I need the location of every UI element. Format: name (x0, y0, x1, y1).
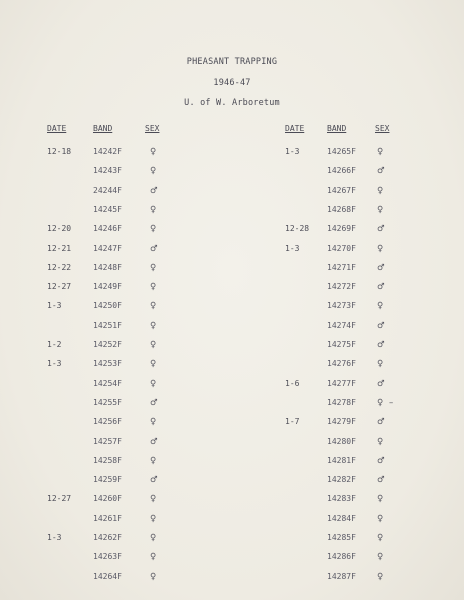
right-band-cell: 14265F (327, 147, 356, 156)
left-date-cell: 12-22 (47, 263, 72, 272)
right-band-cell: 14285F (327, 533, 356, 542)
left-date-header: DATE (47, 124, 67, 133)
left-band-cell: 14248F (93, 263, 122, 272)
left-band-cell: 14256F (93, 417, 122, 426)
right-sex-cell: ♂ (377, 340, 385, 350)
left-sex-cell: ♀ (150, 301, 157, 311)
left-sex-cell: ♀ (150, 552, 157, 562)
left-sex-cell: ♂ (150, 398, 158, 408)
right-sex-cell: ♂ (377, 263, 385, 273)
right-sex-cell: ♂ (377, 224, 385, 234)
left-date-cell: 12-27 (47, 282, 72, 291)
left-sex-cell: ♀ (150, 417, 157, 427)
left-band-cell: 14251F (93, 321, 122, 330)
left-band-cell: 14257F (93, 437, 122, 446)
right-date-cell: 1-3 (285, 147, 300, 156)
left-date-cell: 12-21 (47, 244, 72, 253)
left-band-cell: 14246F (93, 224, 122, 233)
left-sex-cell: ♂ (150, 437, 158, 447)
right-date-cell: 12-28 (285, 224, 310, 233)
left-band-cell: 14258F (93, 456, 122, 465)
right-band-cell: 14267F (327, 186, 356, 195)
left-band-header: BAND (93, 124, 113, 133)
right-sex-cell: ♂ (377, 417, 385, 427)
left-sex-cell: ♀ (150, 224, 157, 234)
right-sex-cell: ♀ (377, 437, 384, 447)
right-band-header: BAND (327, 124, 347, 133)
right-sex-cell: ♂ (377, 379, 385, 389)
left-sex-cell: ♀ (150, 494, 157, 504)
left-band-cell: 14264F (93, 572, 122, 581)
left-band-cell: 14259F (93, 475, 122, 484)
right-date-cell: 1-6 (285, 379, 300, 388)
right-band-cell: 14274F (327, 321, 356, 330)
right-band-cell: 14281F (327, 456, 356, 465)
right-band-cell: 14282F (327, 475, 356, 484)
right-band-cell: 14272F (327, 282, 356, 291)
right-band-cell: 14271F (327, 263, 356, 272)
left-band-cell: 14242F (93, 147, 122, 156)
right-sex-cell: ♀ (377, 244, 384, 254)
right-sex-cell: ♀ (377, 147, 384, 157)
left-band-cell: 14254F (93, 379, 122, 388)
right-sex-cell: ♀ (377, 205, 384, 215)
right-sex-cell: ♀ (377, 572, 384, 582)
left-date-cell: 1-2 (47, 340, 62, 349)
right-sex-cell: ♂ (377, 282, 385, 292)
right-sex-cell: ♀ (377, 533, 384, 543)
left-band-cell: 14260F (93, 494, 122, 503)
right-sex-cell: ♂ (377, 456, 385, 466)
right-band-cell: 14284F (327, 514, 356, 523)
document-title: PHEASANT TRAPPING (186, 57, 278, 67)
left-band-cell: 14261F (93, 514, 122, 523)
left-sex-cell: ♀ (150, 263, 157, 273)
left-sex-cell: ♀ (150, 572, 157, 582)
right-sex-cell: ♀ (377, 398, 384, 408)
left-band-cell: 14263F (93, 552, 122, 561)
right-band-cell: 14280F (327, 437, 356, 446)
right-band-cell: 14268F (327, 205, 356, 214)
left-sex-cell: ♀ (150, 456, 157, 466)
left-band-cell: 14250F (93, 301, 122, 310)
right-sex-cell: ♂ (377, 321, 385, 331)
left-date-cell: 1-3 (47, 359, 62, 368)
right-band-cell: 14270F (327, 244, 356, 253)
right-band-cell: 14266F (327, 166, 356, 175)
document-location: U. of W. Arboretum (184, 98, 280, 108)
right-sex-cell: ♀ (377, 494, 384, 504)
right-band-cell: 14287F (327, 572, 356, 581)
right-sex-cell: ♀ (377, 301, 384, 311)
left-sex-cell: ♂ (150, 186, 158, 196)
left-band-cell: 14243F (93, 166, 122, 175)
right-band-cell: 14273F (327, 301, 356, 310)
left-sex-cell: ♀ (150, 379, 157, 389)
left-date-cell: 12-18 (47, 147, 72, 156)
right-sex-cell: ♂ (377, 475, 385, 485)
right-band-cell: 14279F (327, 417, 356, 426)
left-sex-cell: ♂ (150, 244, 158, 254)
left-sex-cell: ♀ (150, 282, 157, 292)
right-sex-cell: ♀ (377, 186, 384, 196)
right-band-cell: 14286F (327, 552, 356, 561)
left-band-cell: 14255F (93, 398, 122, 407)
right-band-cell: 14283F (327, 494, 356, 503)
right-date-header: DATE (285, 124, 305, 133)
right-band-cell: 14277F (327, 379, 356, 388)
left-sex-cell: ♀ (150, 533, 157, 543)
left-sex-cell: ♀ (150, 340, 157, 350)
left-sex-cell: ♀ (150, 166, 157, 176)
left-sex-header: SEX (145, 124, 160, 133)
left-sex-cell: ♀ (150, 359, 157, 369)
left-date-cell: 12-20 (47, 224, 72, 233)
left-sex-cell: ♂ (150, 475, 158, 485)
right-margin-mark: – (389, 398, 394, 408)
left-band-cell: 14249F (93, 282, 122, 291)
left-band-cell: 14262F (93, 533, 122, 542)
left-sex-cell: ♀ (150, 321, 157, 331)
right-sex-cell: ♀ (377, 514, 384, 524)
left-sex-cell: ♀ (150, 514, 157, 524)
right-band-cell: 14278F (327, 398, 356, 407)
left-date-cell: 1-3 (47, 533, 62, 542)
left-sex-cell: ♀ (150, 205, 157, 215)
left-band-cell: 14247F (93, 244, 122, 253)
left-date-cell: 1-3 (47, 301, 62, 310)
right-band-cell: 14276F (327, 359, 356, 368)
left-date-cell: 12-27 (47, 494, 72, 503)
right-date-cell: 1-7 (285, 417, 300, 426)
right-sex-header: SEX (375, 124, 390, 133)
left-band-cell: 24244F (93, 186, 122, 195)
right-sex-cell: ♂ (377, 166, 385, 176)
right-sex-cell: ♀ (377, 552, 384, 562)
right-date-cell: 1-3 (285, 244, 300, 253)
left-sex-cell: ♀ (150, 147, 157, 157)
document-year: 1946-47 (213, 78, 251, 88)
right-sex-cell: ♀ (377, 359, 384, 369)
left-band-cell: 14253F (93, 359, 122, 368)
left-band-cell: 14252F (93, 340, 122, 349)
left-band-cell: 14245F (93, 205, 122, 214)
right-band-cell: 14269F (327, 224, 356, 233)
right-band-cell: 14275F (327, 340, 356, 349)
